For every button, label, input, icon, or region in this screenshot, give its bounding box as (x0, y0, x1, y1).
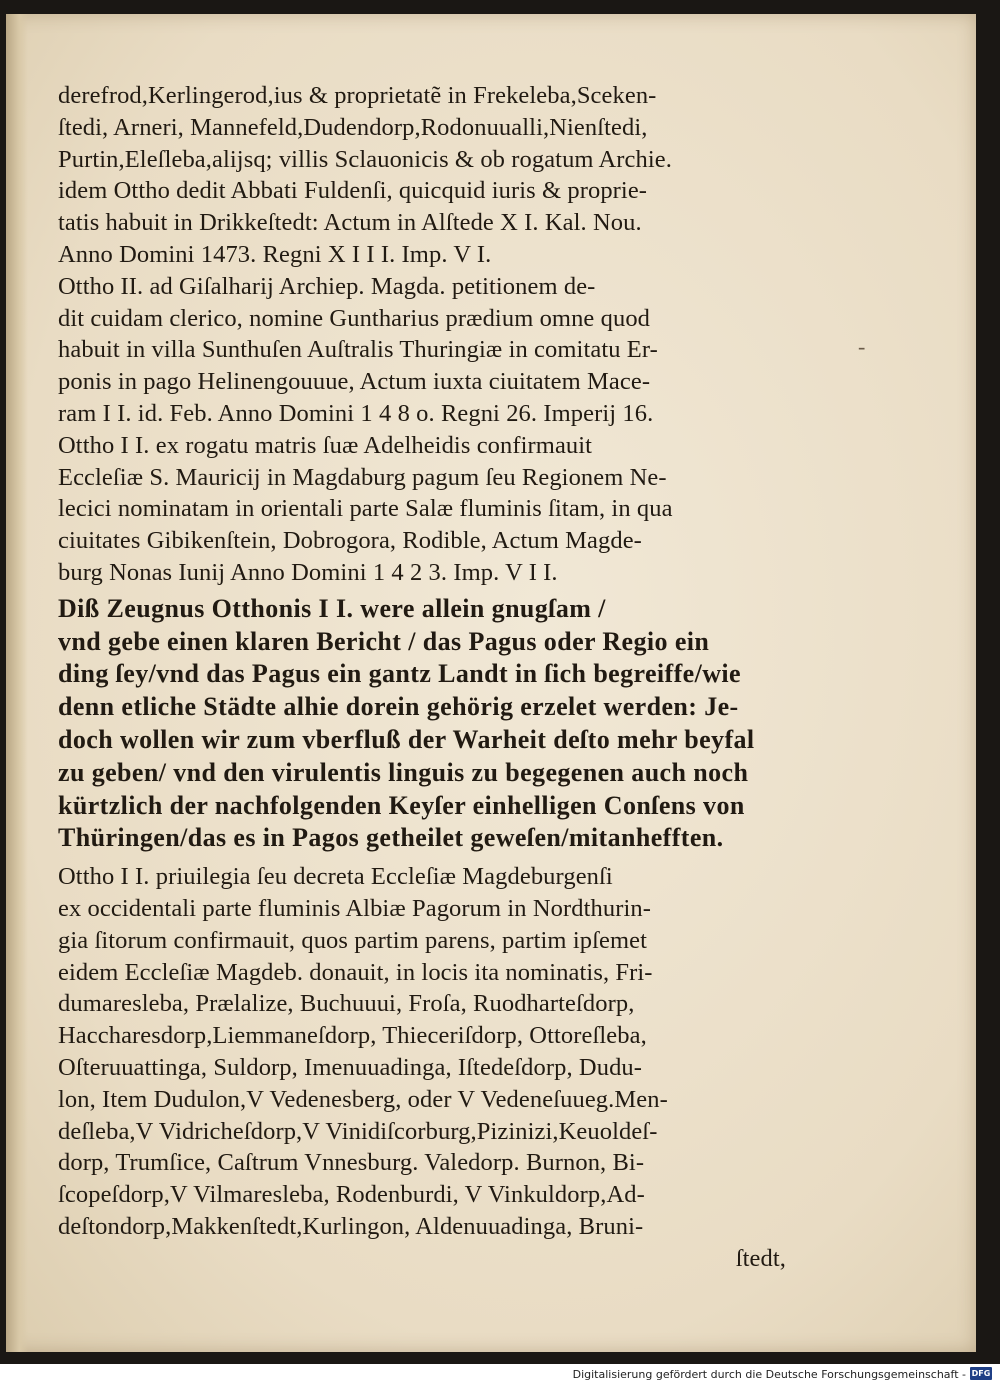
text-line: habuit in villa Sunthuſen Auſtralis Thuringiæ in comitatu Er- (58, 336, 658, 364)
footer-credit: Digitalisierung gefördert durch die Deutsche Forschungsgemeinschaft - (572, 1368, 966, 1381)
text-line: lecici nominatam in orientali parte Salæ fluminis ſitam, in qua (58, 495, 673, 523)
text-line: burg Nonas Iunij Anno Domini 1 4 2 3. Imp. V I I. (58, 558, 558, 586)
book-page (6, 14, 976, 1352)
text-line: Purtin,Eleſleba,alijsq; villis Sclauonicis & ob rogatum Archie. (58, 145, 672, 173)
footer-bar (0, 1364, 1000, 1386)
text-line: gia ſitorum confirmauit, quos partim parens, partim ipſemet (58, 926, 647, 954)
page-text (58, 80, 788, 1274)
text-line: ex occidentali parte fluminis Albiæ Pagorum in Nordthurin- (58, 894, 652, 922)
text-line: lon, Item Dudulon,V Vedenesberg, oder V Vedeneſuueg.Men- (58, 1085, 668, 1113)
fraktur-line: doch wollen wir zum vberfluß der Warheit deſto mehr beyfal (58, 724, 755, 754)
text-line: dumaresleba, Prælalize, Buchuuui, Froſa, Ruodharteſdorp, (58, 990, 635, 1018)
text-line: dorp, Trumſice, Caſtrum Vnnesburg. Valedorp. Burnon, Bi- (58, 1149, 645, 1177)
text-line: Ottho I I. priuilegia ſeu decreta Eccleſiæ Magdeburgenſi (58, 863, 613, 891)
text-line: dit cuidam clerico, nomine Guntharius prædium omne quod (58, 304, 651, 332)
text-line: derefrod,Kerlingerod,ius & proprietatẽ in Frekeleba,Sceken- (58, 82, 657, 109)
catchword: ſtedt, (735, 1244, 786, 1272)
fraktur-line: kürtzlich der nachfolgenden Keyſer einhelligen Conſens von (58, 790, 745, 820)
text-line: ſtedi, Arneri, Mannefeld,Dudendorp,Rodonuualli,Nienſtedi, (58, 113, 648, 141)
fraktur-line: ding ſey/vnd das Pagus ein gantz Landt in ſich begreiffe/wie (58, 659, 741, 689)
text-line: tatis habuit in Drikkeſtedt: Actum in Alſtede X I. Kal. Nou. (58, 209, 642, 237)
text-line: ſcopeſdorp,V Vilmaresleba, Rodenburdi, V Vinkuldorp,Ad- (58, 1181, 645, 1209)
text-line: ponis in pago Helinengouuue, Actum iuxta ciuitatem Mace- (58, 368, 651, 396)
margin-mark: - (858, 334, 866, 359)
text-line: deſtondorp,Makkenſtedt,Kurlingon, Aldenuuadinga, Bruni- (58, 1212, 644, 1240)
text-line: Ottho I I. ex rogatu matris ſuæ Adelheidis confirmauit (58, 431, 593, 459)
text-line: Oſteruuattinga, Suldorp, Imenuuadinga, Iſtedeſdorp, Dudu- (58, 1053, 643, 1081)
text-line: Eccleſiæ S. Mauricij in Magdaburg pagum ſeu Regionem Ne- (58, 463, 667, 491)
text-line: Ottho II. ad Giſalharij Archiep. Magda. petitionem de- (58, 272, 596, 300)
fraktur-line: denn etliche Städte alhie dorein gehörig erzelet werden: Je- (58, 692, 739, 722)
page-gutter (6, 14, 28, 1352)
dfg-logo-icon: DFG (971, 1369, 991, 1378)
text-line: ram I I. id. Feb. Anno Domini 1 4 8 o. Regni 26. Imperij 16. (58, 399, 654, 427)
fraktur-line: zu geben/ vnd den virulentis linguis zu begegenen auch noch (58, 757, 749, 787)
text-line: Anno Domini 1473. Regni X I I I. Imp. V I. (58, 240, 492, 268)
text-line: deſleba,V Vidricheſdorp,V Vinidiſcorburg,Pizinizi,Keuoldeſ- (58, 1117, 658, 1145)
text-line: Haccharesdorp,Liemmaneſdorp, Thieceriſdorp, Ottoreſleba, (58, 1022, 647, 1050)
text-line: ciuitates Gibikenſtein, Dobrogora, Rodible, Actum Magde- (58, 527, 642, 555)
fraktur-line: vnd gebe einen klaren Bericht / das Pagus oder Regio ein (58, 626, 710, 656)
fraktur-line: Diß Zeugnus Otthonis I I. were allein gnugſam / (58, 593, 606, 623)
text-line: idem Ottho dedit Abbati Fuldenſi, quicquid iuris & proprie- (58, 177, 648, 205)
fraktur-line: Thüringen/das es in Pagos getheilet geweſen/mitanhefften. (58, 823, 724, 853)
text-line: eidem Eccleſiæ Magdeb. donauit, in locis ita nominatis, Fri- (58, 958, 653, 986)
